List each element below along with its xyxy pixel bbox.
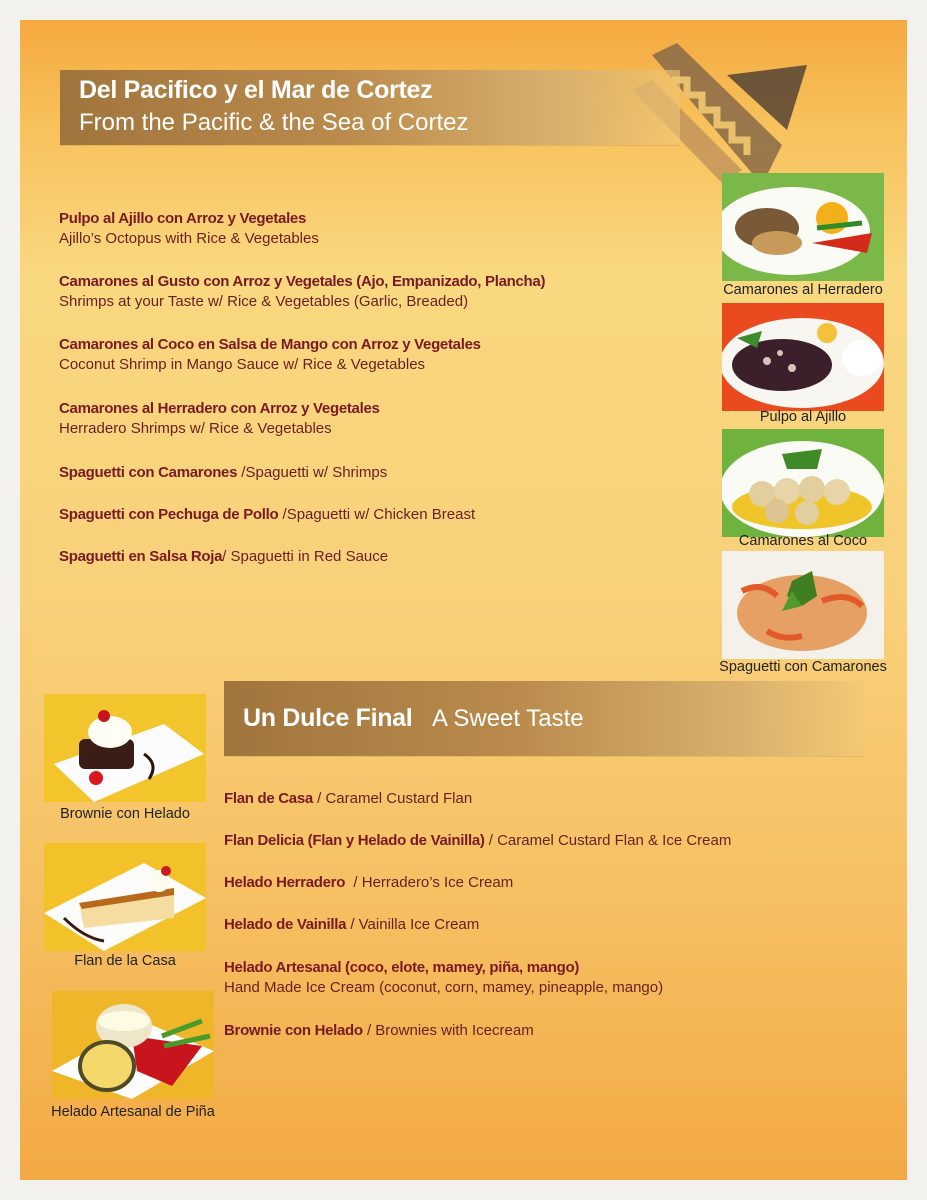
- menu-item-helado-herradero: [224, 874, 513, 891]
- photo-caption: Brownie con Helado: [60, 806, 190, 822]
- menu-item-translation: Shrimps at your Taste w/ Rice & Vegetables (Garlic, Breaded): [59, 293, 469, 310]
- photo-helado-pina: [52, 991, 214, 1099]
- menu-item-camarones-coco: [59, 336, 481, 373]
- section-title-en: From the Pacific & the Sea of Cortez: [79, 109, 469, 136]
- menu-item-translation: / Caramel Custard Flan: [312, 790, 473, 807]
- menu-item-translation: / Herradero’s Ice Cream: [345, 874, 514, 891]
- section-title-en: A Sweet Taste: [432, 705, 584, 732]
- photo-caption: Helado Artesanal de Piña: [51, 1104, 215, 1120]
- photo-brownie: [44, 694, 206, 802]
- menu-item-title: Spaguetti con Camarones: [59, 464, 238, 481]
- photo-caption: Spaguetti con Camarones: [719, 659, 887, 675]
- menu-item-title: Helado Artesanal (coco, elote, mamey, piña, mango): [224, 959, 580, 976]
- photo-caption: Camarones al Coco: [738, 533, 868, 549]
- menu-item-title: Camarones al Herradero con Arroz y Vegetales: [59, 400, 380, 417]
- menu-item-camarones-herradero: [59, 400, 380, 437]
- menu-item-flan-delicia: [224, 832, 731, 849]
- section-banner-pacific: [60, 70, 680, 145]
- menu-item-translation: / Vainilla Ice Cream: [346, 916, 480, 933]
- menu-item-translation: Coconut Shrimp in Mango Sauce w/ Rice & Vegetables: [59, 356, 426, 373]
- menu-item-title: Camarones al Gusto con Arroz y Vegetales (Ajo, Empanizado, Plancha): [59, 273, 546, 290]
- menu-item-spaguetti-roja: [59, 548, 388, 565]
- photo-caption: Camarones al Herradero: [723, 282, 883, 298]
- menu-item-title: Spaguetti en Salsa Roja: [59, 548, 223, 565]
- photo-pulpo-ajillo: [722, 303, 884, 411]
- photo-camarones-coco: [722, 429, 884, 537]
- menu-item-flan-casa: [224, 790, 472, 807]
- menu-item-helado-vainilla: [224, 916, 479, 933]
- photo-spaguetti-camarones: [722, 551, 884, 659]
- menu-item-title: Flan Delicia (Flan y Helado de Vainilla): [224, 832, 485, 849]
- menu-item-translation: / Caramel Custard Flan & Ice Cream: [484, 832, 732, 849]
- menu-item-title: Helado Herradero: [224, 874, 346, 891]
- section-title-es: Del Pacifico y el Mar de Cortez: [79, 76, 433, 104]
- menu-item-spaguetti-camarones: [59, 464, 387, 481]
- photo-caption: Flan de la Casa: [74, 953, 176, 969]
- photo-flan: [44, 843, 206, 951]
- photo-camarones-herradero: [722, 173, 884, 281]
- menu-item-translation: Ajillo’s Octopus with Rice & Vegetables: [59, 230, 319, 247]
- menu-item-title: Brownie con Helado: [224, 1022, 363, 1039]
- menu-item-translation: / Brownies with Icecream: [362, 1022, 534, 1039]
- menu-item-title: Camarones al Coco en Salsa de Mango con Arroz y Vegetales: [59, 336, 481, 353]
- photo-caption: Pulpo al Ajillo: [759, 409, 847, 425]
- menu-item-helado-artesanal: [224, 959, 663, 996]
- menu-item-translation: /Spaguetti w/ Chicken Breast: [278, 506, 476, 523]
- menu-item-translation: / Spaguetti in Red Sauce: [222, 548, 389, 565]
- menu-page: [20, 20, 907, 1180]
- menu-item-brownie-helado: [224, 1022, 534, 1039]
- menu-item-translation: Hand Made Ice Cream (coconut, corn, mamey, pineapple, mango): [224, 979, 664, 996]
- menu-item-title: Spaguetti con Pechuga de Pollo: [59, 506, 279, 523]
- menu-item-title: Pulpo al Ajillo con Arroz y Vegetales: [59, 210, 307, 227]
- menu-item-camarones-gusto: [59, 273, 545, 310]
- section-title-es: Un Dulce Final: [243, 704, 413, 732]
- menu-item-translation: Herradero Shrimps w/ Rice & Vegetables: [59, 420, 332, 437]
- menu-item-pulpo: [59, 210, 319, 247]
- menu-item-title: Helado de Vainilla: [224, 916, 347, 933]
- menu-item-translation: /Spaguetti w/ Shrimps: [237, 464, 388, 481]
- menu-item-title: Flan de Casa: [224, 790, 313, 807]
- menu-item-spaguetti-pollo: [59, 506, 475, 523]
- section-banner-dessert: [224, 681, 864, 756]
